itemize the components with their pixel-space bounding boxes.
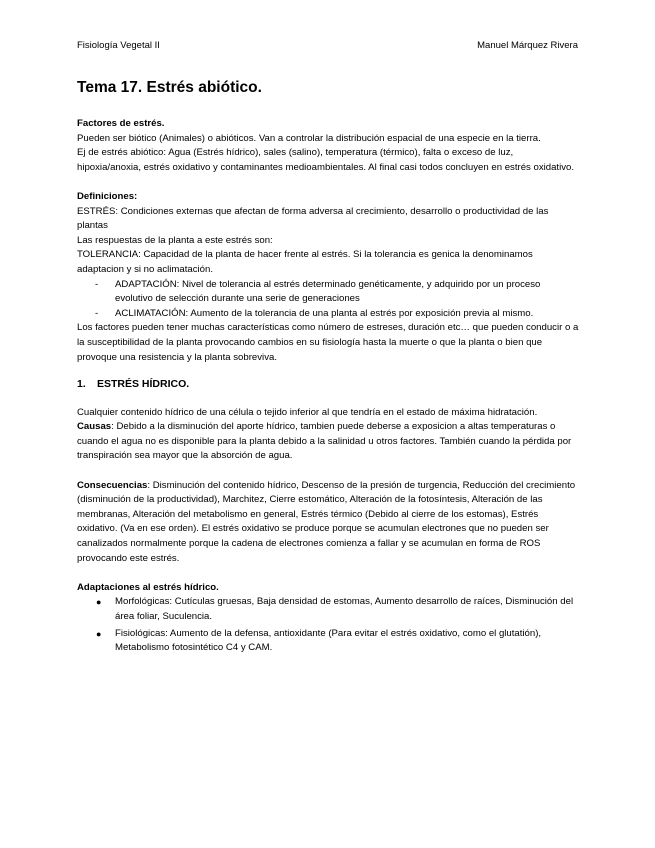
list-item-adaptacion: - ADAPTACIÓN: Nivel de tolerancia al estrés determinado genéticamente, y adquirido por un proceso evolutivo de selección durante una serie de generaciones <box>77 278 579 307</box>
section-heading-estres-hidrico <box>77 377 579 392</box>
document-body <box>77 78 579 658</box>
list-item-fisiologicas <box>77 627 579 656</box>
causas-text: : Debido a la disminución del aporte hídrico, tambien puede deberse a exposicion a altas temperaturas o cuando el agua no es disponible para la planta debido a la salinidad u otros factores. También cuando la pérdida por transpiración sea mayor que la absorción de agua. <box>77 421 572 462</box>
bullet-icon: ● <box>96 628 102 639</box>
factores-heading: Factores de estrés. <box>77 118 165 129</box>
adaptaciones-heading: Adaptaciones al estrés hídrico. <box>77 581 219 593</box>
consecuencias-paragraph <box>77 479 579 567</box>
tolerancia-list <box>77 278 579 322</box>
page-header <box>77 40 578 51</box>
morfologicas-text: Morfológicas: Cutículas gruesas, Baja densidad de estomas, Aumento desarrollo de raíces, Disminución del área foliar, Suculencia. <box>115 596 574 622</box>
respuestas-text: Las respuestas de la planta a este estrés son: <box>77 234 273 246</box>
list-item-aclimatacion: - ACLIMATACIÓN: Aumento de la tolerancia de una planta al estrés por exposición previa al mismo. <box>77 307 579 322</box>
section-number: 1. <box>77 378 86 391</box>
causas-label: Causas <box>77 421 112 433</box>
definiciones-heading: Definiciones: <box>77 190 138 202</box>
causas-paragraph <box>77 420 579 464</box>
header-course: Fisiología Vegetal II <box>77 40 160 51</box>
consecuencias-label: Consecuencias <box>77 479 148 491</box>
definicion-tolerancia: TOLERANCIA: Capacidad de la planta de hacer frente al estrés. Si la tolerancia es genica la denominamos adaptacion y si no aclimatación. <box>77 249 533 275</box>
bullet-icon: ● <box>96 597 102 608</box>
definicion-estres: ESTRÉS: Condiciones externas que afectan de forma adversa al crecimiento, desarrollo o productividad de las plantas <box>77 205 549 232</box>
header-author: Manuel Márquez Rivera <box>477 40 578 51</box>
adaptaciones-list <box>77 595 579 655</box>
section-title: ESTRÉS HÍDRICO. <box>97 378 190 391</box>
fisiologicas-text: Fisiológicas: Aumento de la defensa, antioxidante (Para evitar el estrés oxidativo, como el glutatión), Metabolismo fotosintético C4 y CAM. <box>115 627 542 654</box>
factores-paragraph-1: Pueden ser biótico (Animales) o abióticos. Van a controlar la distribución espacial de una especie en la tierra. <box>77 132 541 144</box>
estres-hidrico-intro: Cualquier contenido hídrico de una célula o tejido inferior al que tendría en el estado de máxima hidratación. <box>77 406 538 418</box>
list-item-morfologicas <box>77 595 579 624</box>
consecuencias-text: : Disminución del contenido hídrico, Descenso de la presión de turgencia, Reducción del crecimiento (disminución de la productividad), Marchitez, Cierre estomático, Alteración de la fotosíntesis, Alteración de las membranas, Alteración del metabolismo en general, Estrés térmico (Debido al cierre de los estomas), Estrés oxidativo. (Va en ese orden). El estrés oxidativo se produce porque se acumulan electrones que no pueden ser canalizados normalmente porque la cadena de electrones comienza a fallar y se acumulan en forma de ROS provocando este estrés. <box>77 479 576 564</box>
factores-paragraph-2: Ej de estrés abiótico: Agua (Estrés hídrico), sales (salino), temperatura (térmico), falta o exceso de luz, hipoxia/anoxia, estrés oxidativo y contaminantes medioambientales. Al final casi todos concluyen en estrés oxidativo. <box>77 147 575 173</box>
document-title: Tema 17. Estrés abiótico. <box>77 79 262 96</box>
factores-caracteristicas: Los factores pueden tener muchas características como número de estreses, duración etc… que pueden conducir o a la susceptibilidad de la planta provocando cambios en su fisiología hasta la muerte o que la planta o bien que provoque una resistencia y la planta sobreviva. <box>77 322 579 363</box>
